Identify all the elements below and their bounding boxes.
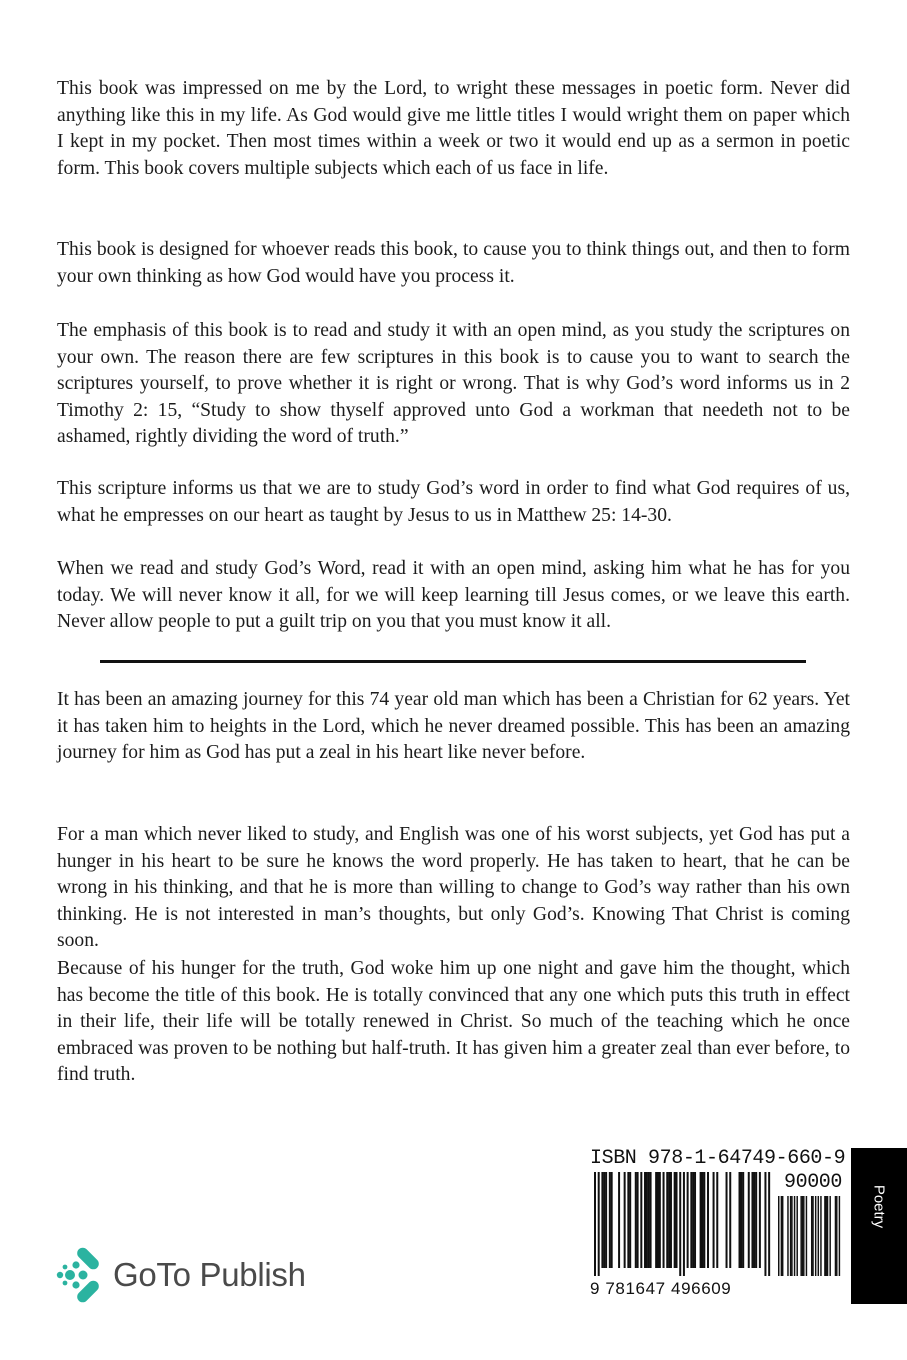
barcode-bar: [716, 1172, 718, 1268]
publisher-logo: [56, 1244, 306, 1306]
barcode-bar: [663, 1172, 665, 1268]
barcode-bar: [601, 1172, 603, 1268]
barcode-bar: [726, 1172, 728, 1268]
isbn-barcode-block: [590, 1147, 846, 1304]
genre-label: Poetry: [870, 1184, 888, 1229]
barcode-bar: [640, 1172, 642, 1268]
barcode-bar: [759, 1172, 761, 1268]
barcode-bar: [618, 1172, 620, 1268]
goto-publish-arrow-icon: [56, 1245, 106, 1305]
barcode-bar: [674, 1172, 676, 1268]
barcode-bar: [637, 1172, 639, 1268]
barcode-bar: [683, 1172, 685, 1276]
addon-bar: [825, 1196, 826, 1276]
barcode-bar: [687, 1172, 689, 1268]
barcode-bar: [690, 1172, 692, 1268]
barcode-bar: [703, 1172, 705, 1268]
barcode-bar: [701, 1172, 703, 1268]
barcode-bar: [603, 1172, 605, 1268]
author-bio-paragraph-2: For a man which never liked to study, and English was one of his worst subjects, yet God has put a hunger in his heart to be sure he knows the word properly. He has taken to heart, that he can be wrong in his thinking, and that he is more than willing to change to God’s way rather than his own thinking. He is not interested in man’s thoughts, but only God’s. Knowing That Christ is coming soon.: [57, 824, 850, 951]
publisher-name: GoTo Publish: [113, 1256, 306, 1293]
addon-bar: [790, 1196, 791, 1276]
price-code: 90000: [783, 1171, 842, 1194]
addon-bar: [824, 1196, 825, 1276]
barcode-bar: [611, 1172, 613, 1268]
barcode-bar: [753, 1172, 755, 1268]
barcode-bar: [768, 1172, 770, 1276]
addon-bar: [836, 1196, 837, 1276]
barcode-bar: [751, 1172, 753, 1268]
back-cover-paragraph-5: When we read and study God’s Word, read it with an open mind, asking him what he has for you today. We will never know it all, for we will keep learning till Jesus comes, or we leave this earth. Never allow people to put a guilt trip on you that you must know it all.: [57, 558, 850, 632]
barcode-bar: [594, 1172, 596, 1276]
genre-tab: [851, 1148, 907, 1304]
barcode-bar: [659, 1172, 661, 1268]
barcode-bar: [609, 1172, 611, 1268]
barcode-bar: [605, 1172, 607, 1268]
section-divider: [100, 660, 806, 663]
addon-bar: [796, 1196, 797, 1276]
addon-bar: [803, 1196, 804, 1276]
addon-bar: [802, 1196, 803, 1276]
addon-bar: [782, 1196, 783, 1276]
barcode-bar: [668, 1172, 670, 1268]
isbn-label: ISBN 978-1-64749-660-9: [590, 1147, 846, 1170]
barcode-bar: [694, 1172, 696, 1268]
addon-bar: [815, 1196, 816, 1276]
barcode-bar: [676, 1172, 678, 1268]
author-bio-paragraph-1: It has been an amazing journey for this 74 year old man which has been a Christian for 62 years. Yet it has taken him to heights in the Lord, which he never dreamed possible. This has been an amazing journey for him as God has put a zeal in his heart like never before.: [57, 689, 850, 763]
back-cover-paragraph-3: The emphasis of this book is to read and study it with an open mind, as you study the scriptures on your own. The reason there are few scriptures in this book is to cause you to want to search the scriptures yourself, to prove whether it is right or wrong. That is why God’s word informs us in 2 Timothy 2: 15, “Study to show thyself approved unto God a workman that needeth not to be ashamed, rightly dividing the word of truth.”: [57, 320, 850, 447]
addon-bar: [787, 1196, 788, 1276]
barcode-bar: [692, 1172, 694, 1268]
back-cover-paragraph-4: This scripture informs us that we are to study God’s word in order to find what God requires of us, what he empresses on our heart as taught by Jesus to us in Matthew 25: 14-30.: [57, 478, 850, 526]
barcode-bar: [648, 1172, 650, 1268]
barcode-bar: [679, 1172, 681, 1276]
addon-bar: [827, 1196, 828, 1276]
barcode-bar: [650, 1172, 652, 1268]
addon-bar: [818, 1196, 819, 1276]
barcode-bar: [657, 1172, 659, 1268]
barcode-bar: [748, 1172, 750, 1268]
addon-bar: [839, 1196, 840, 1276]
barcode-bar: [655, 1172, 657, 1268]
barcode-bar: [707, 1172, 709, 1268]
barcode-bar: [670, 1172, 672, 1268]
addon-bar: [781, 1196, 782, 1276]
barcode-bar: [624, 1172, 626, 1268]
addon-bar: [778, 1196, 779, 1276]
addon-bar: [820, 1196, 821, 1276]
barcode-icon: [590, 1172, 842, 1280]
barcode-bar: [729, 1172, 731, 1268]
barcode-bar: [646, 1172, 648, 1268]
addon-bar: [812, 1196, 813, 1276]
barcode-bar: [598, 1172, 600, 1276]
back-cover-paragraph-1: This book was impressed on me by the Lord, to wright these messages in poetic form. Never did anything like this in my life. As God would give me little titles I would wright them on paper which I kept in my pocket. Then most times within a week or two it would end up as a sermon in poetic form. This book covers multiple subjects which each of us face in life.: [57, 78, 850, 179]
barcode-bar: [739, 1172, 741, 1268]
addon-bar: [791, 1196, 792, 1276]
barcode-bar: [627, 1172, 629, 1268]
barcode-bar: [755, 1172, 757, 1268]
barcode-bar: [700, 1172, 702, 1268]
back-cover-paragraph-2: This book is designed for whoever reads this book, to cause you to think things out, and then to form your own thinking as how God would have you process it.: [57, 239, 850, 287]
barcode-bar: [629, 1172, 631, 1268]
barcode-bar: [644, 1172, 646, 1268]
barcode-bar: [713, 1172, 715, 1268]
addon-bar: [806, 1196, 807, 1276]
ean-digits: 9 781647 496609: [590, 1279, 732, 1298]
barcode-bar: [764, 1172, 766, 1276]
barcode-bar: [635, 1172, 637, 1268]
addon-bar: [794, 1196, 795, 1276]
barcode-bar: [742, 1172, 744, 1268]
addon-bar: [811, 1196, 812, 1276]
addon-bar: [800, 1196, 801, 1276]
barcode-bar: [666, 1172, 668, 1268]
addon-bar: [829, 1196, 830, 1276]
author-bio-paragraph-3: Because of his hunger for the truth, God woke him up one night and gave him the thought, which has become the title of this book. He is totally convinced that any one which puts this truth in effect in their life, their life will be totally renewed in Christ. So much of the teaching which he once embraced was proven to be nothing but half-truth. It has given him a greater zeal than ever before, to find truth.: [57, 958, 850, 1085]
addon-bar: [835, 1196, 836, 1276]
barcode-bar: [740, 1172, 742, 1268]
